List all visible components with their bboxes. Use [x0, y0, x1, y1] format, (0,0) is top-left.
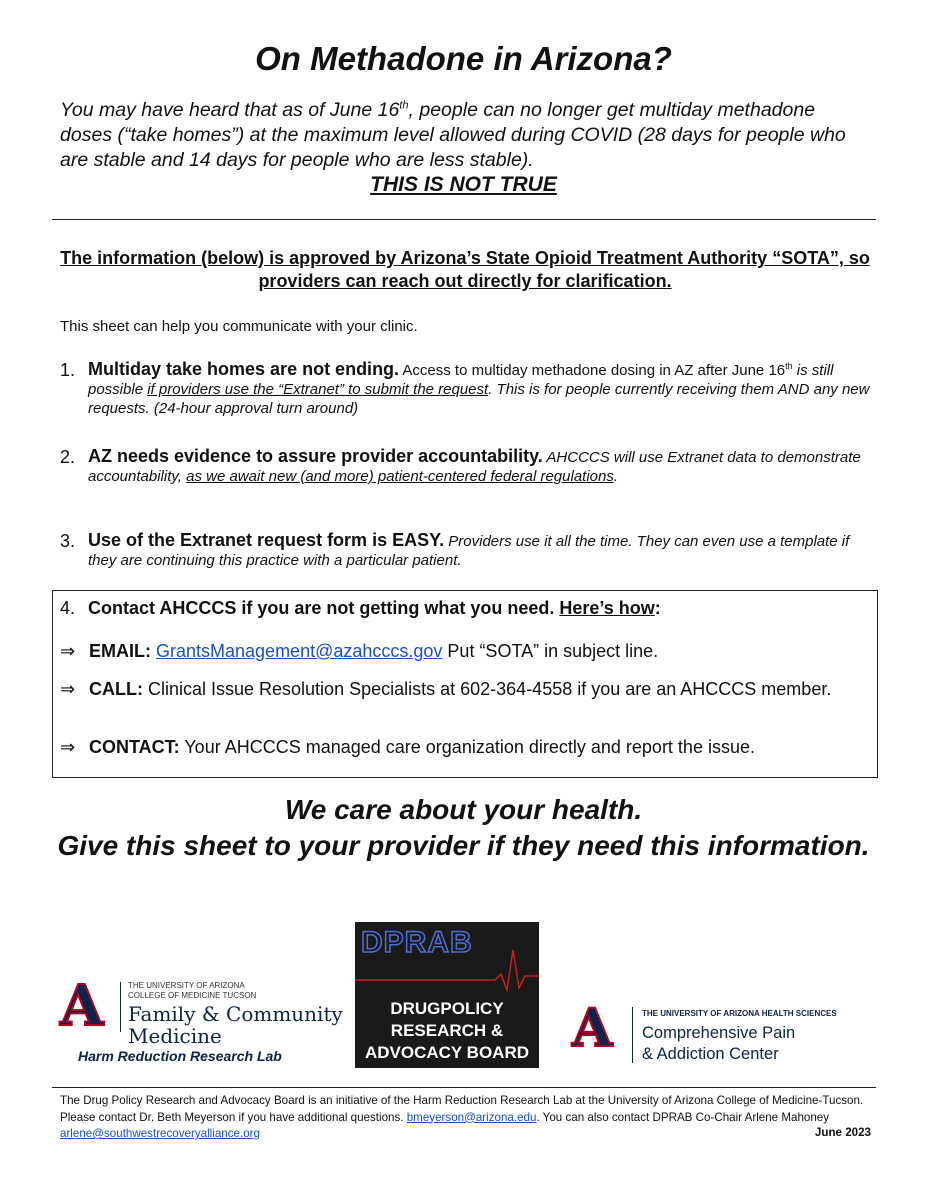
- footer-text-1: The Drug Policy Research and Advocacy Board is an initiative of the Harm Reduction Research Lab at the University of Arizona College of Medicine-Tucson. Please contact Dr. Beth Meyerson if you have additional questions.: [60, 1094, 864, 1124]
- item-sup: th: [785, 361, 793, 371]
- email-note: Put “SOTA” in subject line.: [442, 641, 659, 661]
- email-label: EMAIL: [89, 641, 145, 661]
- intro-sup: th: [399, 99, 409, 112]
- care-message: [0, 792, 927, 864]
- item-number: 1.: [60, 360, 76, 380]
- item-text-regular: Access to multiday methadone dosing in AZ after June 16: [399, 362, 786, 379]
- item-text-a: is still possible: [88, 362, 834, 398]
- item-text-b: . This is for people currently receiving them AND any new requests. (24-hour approval turn around): [88, 381, 870, 417]
- list-item: [60, 531, 870, 570]
- contact-row-call: [60, 678, 860, 701]
- intro-text-2: , people can no longer get multiday methadone doses (“take homes”) at the maximum level allowed during COVID (28 days for people who are stable and 14 days for people who are less stable).: [60, 99, 846, 171]
- call-text: Clinical Issue Resolution Specialists at 602-364-4558 if you are an AHCCCS member.: [142, 679, 832, 699]
- contact-text: Your AHCCCS managed care organization directly and report the issue.: [179, 737, 755, 757]
- footer-email-2[interactable]: arlene@southwestrecoveryalliance.org: [60, 1127, 260, 1140]
- divider-bottom: [52, 1087, 876, 1088]
- item-number: 4.: [60, 598, 76, 618]
- right-arrow-icon: ⇒: [60, 641, 76, 661]
- cpac-name-line-2: & Addiction Center: [642, 1045, 779, 1063]
- cpac-logo: [572, 998, 872, 1069]
- logo-divider: [632, 1007, 633, 1063]
- ua-block-a-icon: A: [572, 998, 613, 1059]
- cpac-name-line-1: Comprehensive Pain: [642, 1024, 796, 1042]
- footer-text-2: . You can also contact DPRAB Co-Chair Arlene Mahoney: [536, 1110, 830, 1124]
- fcm-university: [128, 981, 328, 1001]
- call-label: CALL:: [89, 679, 143, 699]
- approval-heading: The information (below) is approved by Arizona’s State Opioid Treatment Authority “SOTA”, so providers can reach out directly for clarification.: [60, 248, 870, 291]
- fcm-uni-line-2: COLLEGE OF MEDICINE TUCSON: [128, 991, 257, 1000]
- footer-email-1[interactable]: bmeyerson@arizona.edu: [406, 1110, 537, 1124]
- care-line-2: Give this sheet to your provider if they need this information.: [57, 830, 870, 861]
- contact-row-contact: [60, 736, 860, 759]
- dprab-logo: [355, 922, 539, 1068]
- fcm-logo: [58, 973, 348, 1068]
- item-text-a: AHCCCS will use Extranet data to demonstrate accountability,: [88, 449, 861, 485]
- email-link[interactable]: GrantsManagement@azahcccs.gov: [156, 641, 443, 661]
- cpac-university: THE UNIVERSITY OF ARIZONA HEALTH SCIENCES: [642, 1009, 837, 1018]
- contact-label: CONTACT:: [89, 737, 180, 757]
- intro-paragraph: [60, 98, 870, 173]
- ua-block-a-icon: A: [60, 973, 104, 1039]
- logo-divider: [120, 982, 121, 1032]
- list-item: [60, 447, 870, 486]
- item-number: 2.: [60, 447, 76, 467]
- helper-text: This sheet can help you communicate with your clinic.: [60, 318, 418, 335]
- dprab-wordmark: DPRAB: [361, 926, 473, 959]
- dprab-name: [355, 998, 539, 1064]
- heres-how: Here’s how: [559, 598, 655, 618]
- heres-how-colon: :: [654, 598, 661, 618]
- heartbeat-line-icon: [355, 944, 539, 994]
- not-true-banner: THIS IS NOT TRUE: [370, 173, 557, 196]
- cpac-name: [642, 1023, 795, 1065]
- fcm-uni-line-1: THE UNIVERSITY OF ARIZONA: [128, 981, 245, 990]
- item-heading: Use of the Extranet request form is EASY.: [88, 530, 445, 550]
- fcm-lab-name: Harm Reduction Research Lab: [78, 1048, 282, 1064]
- dprab-line-2: RESEARCH &: [390, 1021, 504, 1040]
- item-number: 3.: [60, 531, 76, 551]
- intro-text-1: You may have heard that as of June 16: [60, 99, 400, 121]
- item-heading: Multiday take homes are not ending.: [88, 359, 400, 379]
- fcm-name-line-2: Medicine: [128, 1024, 222, 1048]
- page-title: On Methadone in Arizona?: [255, 40, 672, 77]
- item-underlined: if providers use the “Extranet” to submit the request: [147, 381, 489, 398]
- right-arrow-icon: ⇒: [60, 737, 76, 757]
- contact-row-email: ⇒ EMAIL: GrantsManagement@azahcccs.gov Put “SOTA” in subject line.: [60, 641, 659, 661]
- fcm-name-line-1: Family & Community: [128, 1002, 343, 1026]
- item-text-b: .: [613, 468, 619, 485]
- dprab-line-1: DRUGPOLICY: [390, 999, 504, 1018]
- list-item: [60, 360, 870, 418]
- item-body: [88, 531, 870, 570]
- item-body: [88, 360, 870, 418]
- contact-heading: [60, 598, 661, 619]
- care-line-1: We care about your health.: [284, 794, 643, 825]
- fcm-department: [128, 1003, 388, 1047]
- footer-date: June 2023: [814, 1126, 871, 1139]
- contact-heading-text: Contact AHCCCS if you are not getting what you need.: [88, 598, 555, 618]
- item-underlined: as we await new (and more) patient-centered federal regulations: [186, 468, 614, 485]
- footer-text: [60, 1093, 875, 1143]
- right-arrow-icon: ⇒: [60, 679, 76, 699]
- divider-top: [52, 219, 876, 220]
- item-text-a: Providers use it all the time. They can even use a template if they are continuing this practice with a particular patient.: [88, 533, 850, 569]
- item-body: [88, 447, 870, 486]
- item-heading: AZ needs evidence to assure provider accountability.: [88, 446, 543, 466]
- dprab-line-3: ADVOCACY BOARD: [364, 1043, 530, 1062]
